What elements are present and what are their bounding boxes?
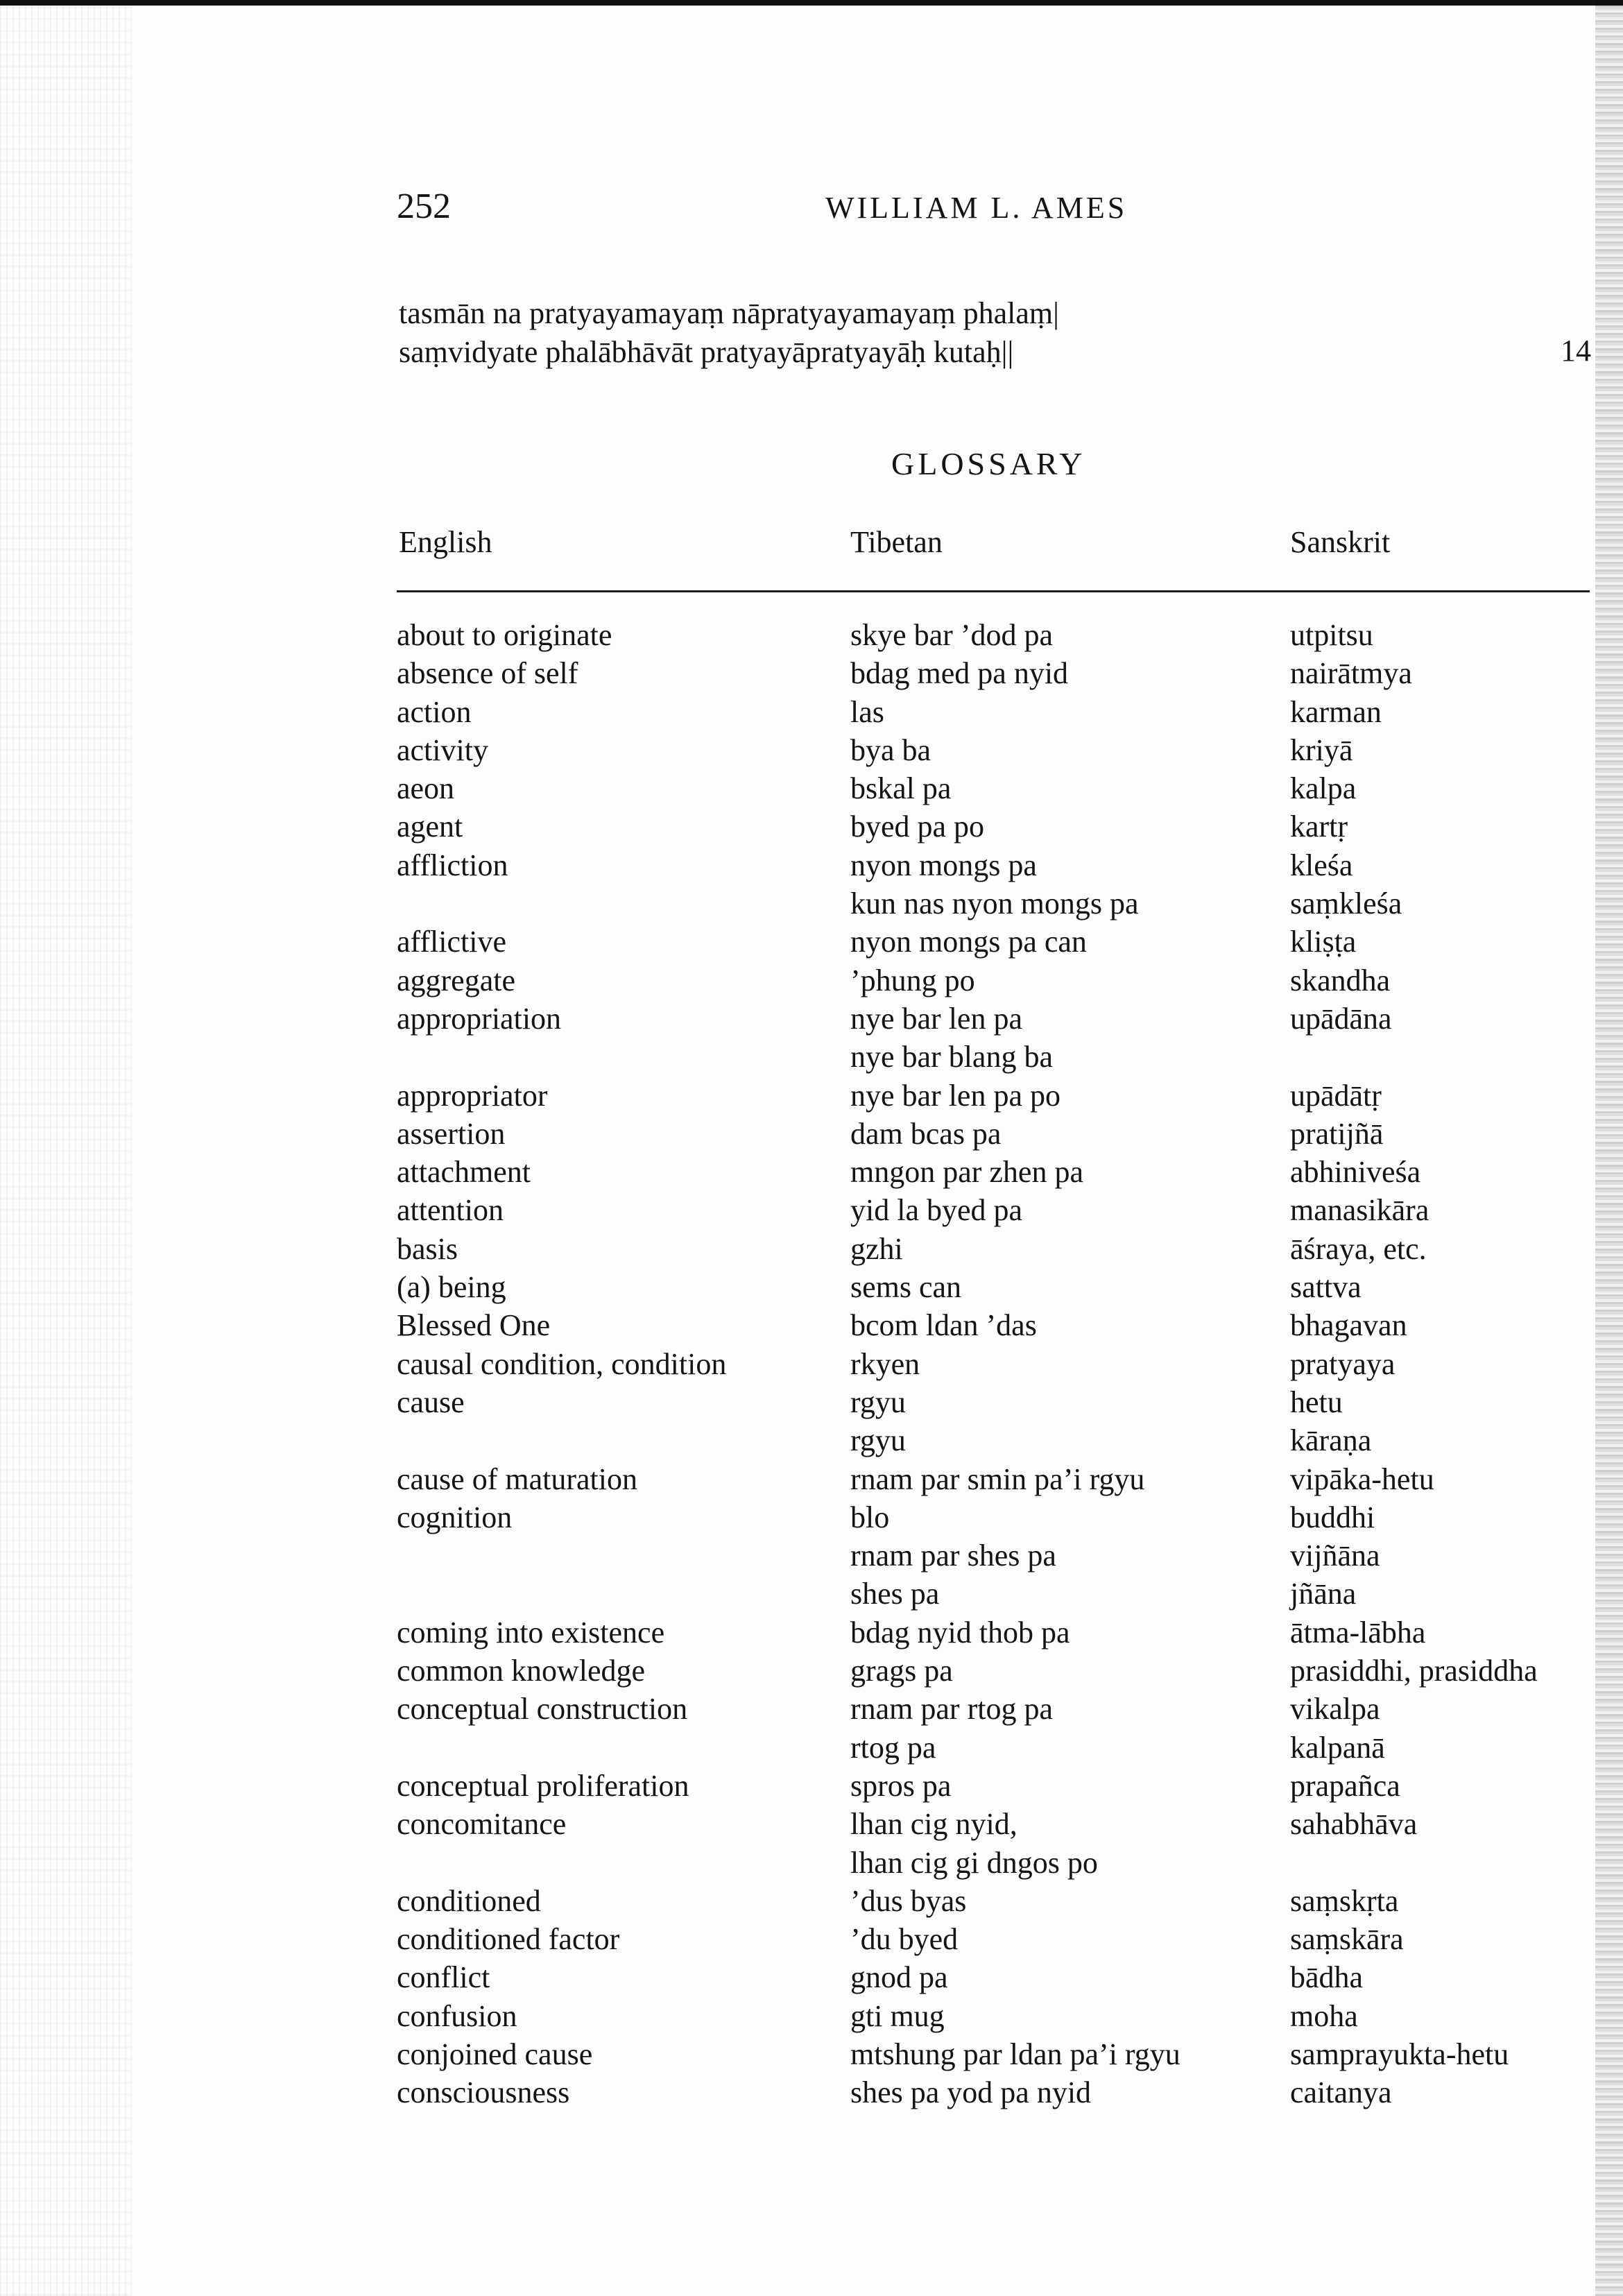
sanskrit-term: bhagavan [1290, 1308, 1407, 1343]
page-number: 252 [397, 187, 451, 226]
glossary-row [0, 1423, 1623, 1461]
english-term: aeon [397, 771, 455, 806]
column-header-sanskrit: Sanskrit [1290, 525, 1391, 559]
sanskrit-term: saṃkleśa [1290, 886, 1402, 921]
tibetan-term: lhan cig gi dngos po [850, 1845, 1098, 1880]
tibetan-term: rtog pa [850, 1730, 936, 1765]
english-term: attachment [397, 1155, 531, 1190]
glossary-row [0, 656, 1623, 694]
sanskrit-term: samprayukta-hetu [1290, 2037, 1509, 2071]
tibetan-term: bskal pa [850, 771, 952, 806]
glossary-row [0, 1001, 1623, 1039]
tibetan-term: nye bar blang ba [850, 1040, 1053, 1074]
glossary-row [0, 1845, 1623, 1883]
glossary-row [0, 1768, 1623, 1806]
english-term: action [397, 694, 472, 729]
glossary-row [0, 809, 1623, 847]
glossary-row [0, 1730, 1623, 1768]
tibetan-term: shes pa yod pa nyid [850, 2075, 1092, 2110]
tibetan-term: bya ba [850, 733, 931, 767]
english-term: cause [397, 1385, 465, 1419]
glossary-row [0, 924, 1623, 962]
tibetan-term: ’du byed [850, 1922, 959, 1957]
sanskrit-term: upādātṛ [1290, 1078, 1382, 1113]
sanskrit-term: manasikāra [1290, 1193, 1429, 1228]
glossary-row [0, 1462, 1623, 1500]
english-term: confusion [397, 1998, 517, 2033]
sanskrit-term: kalpanā [1290, 1730, 1385, 1765]
tibetan-term: skye bar ’dod pa [850, 618, 1054, 652]
tibetan-term: ’dus byas [850, 1883, 967, 1918]
tibetan-term: bdag med pa nyid [850, 656, 1069, 691]
tibetan-term: blo [850, 1500, 890, 1534]
tibetan-term: ’phung po [850, 963, 975, 997]
english-term: conceptual proliferation [397, 1768, 689, 1803]
english-term: about to originate [397, 618, 612, 652]
tibetan-term: nye bar len pa [850, 1001, 1022, 1036]
english-term: concomitance [397, 1807, 567, 1842]
tibetan-term: mtshung par ldan pa’i rgyu [850, 2037, 1180, 2071]
sanskrit-term: vipāka-hetu [1290, 1462, 1434, 1496]
sanskrit-term: saṃskṛta [1290, 1883, 1399, 1918]
english-term: conceptual construction [397, 1692, 688, 1727]
english-term: conditioned factor [397, 1922, 620, 1957]
tibetan-term: rgyu [850, 1385, 906, 1419]
tibetan-term: las [850, 694, 884, 729]
english-term: Blessed One [397, 1308, 551, 1343]
glossary-row [0, 771, 1623, 809]
english-term: afflictive [397, 925, 506, 959]
column-header-english: English [399, 525, 492, 559]
english-term: conditioned [397, 1883, 541, 1918]
glossary-row [0, 848, 1623, 886]
sanskrit-term: buddhi [1290, 1500, 1375, 1534]
english-term: (a) being [397, 1270, 506, 1305]
glossary-row [0, 733, 1623, 771]
glossary-row [0, 1039, 1623, 1077]
english-term: consciousness [397, 2075, 570, 2110]
tibetan-term: shes pa [850, 1577, 940, 1611]
sanskrit-term: karman [1290, 694, 1382, 729]
glossary-title: GLOSSARY [891, 446, 1086, 481]
sanskrit-term: nairātmya [1290, 656, 1412, 691]
tibetan-term: grags pa [850, 1654, 953, 1688]
glossary-row [0, 1883, 1623, 1921]
tibetan-term: sems can [850, 1270, 962, 1305]
glossary-row [0, 1691, 1623, 1729]
sanskrit-term: sattva [1290, 1270, 1362, 1305]
tibetan-term: gti mug [850, 1998, 945, 2033]
glossary-row [0, 1921, 1623, 1960]
glossary-row [0, 1806, 1623, 1844]
tibetan-term: rgyu [850, 1423, 906, 1458]
tibetan-term: nye bar len pa po [850, 1078, 1060, 1113]
english-term: assertion [397, 1116, 506, 1151]
sanskrit-term: kalpa [1290, 771, 1357, 806]
tibetan-term: kun nas nyon mongs pa [850, 886, 1139, 921]
glossary-row [0, 1500, 1623, 1538]
glossary-row [0, 1116, 1623, 1154]
sanskrit-term: jñāna [1290, 1577, 1357, 1611]
english-term: conjoined cause [397, 2037, 593, 2071]
tibetan-term: mngon par zhen pa [850, 1155, 1083, 1190]
tibetan-term: nyon mongs pa can [850, 925, 1087, 959]
sanskrit-term: hetu [1290, 1385, 1343, 1419]
tibetan-term: rnam par shes pa [850, 1539, 1056, 1573]
glossary-row [0, 1078, 1623, 1116]
tibetan-term: lhan cig nyid, [850, 1807, 1017, 1842]
verse-number: 14 [1561, 334, 1591, 368]
glossary-table [0, 617, 1623, 2114]
english-term: affliction [397, 848, 508, 882]
glossary-row [0, 694, 1623, 733]
sanskrit-term: kriyā [1290, 733, 1353, 767]
glossary-row [0, 1653, 1623, 1691]
glossary-row [0, 886, 1623, 924]
sanskrit-term: bādha [1290, 1960, 1364, 1995]
sanskrit-term: ātma-lābha [1290, 1615, 1426, 1650]
glossary-row [0, 1154, 1623, 1192]
tibetan-term: yid la byed pa [850, 1193, 1023, 1228]
tibetan-term: gnod pa [850, 1960, 948, 1995]
glossary-row [0, 1231, 1623, 1269]
glossary-row [0, 1385, 1623, 1423]
tibetan-term: rkyen [850, 1346, 920, 1381]
sanskrit-term: caitanya [1290, 2075, 1392, 2110]
sanskrit-term: abhiniveśa [1290, 1155, 1421, 1190]
glossary-row [0, 1192, 1623, 1231]
sanskrit-term: kāraṇa [1290, 1423, 1372, 1458]
english-term: activity [397, 733, 488, 767]
english-term: cognition [397, 1500, 513, 1534]
scan-top-edge [0, 0, 1623, 6]
glossary-row [0, 1269, 1623, 1308]
tibetan-term: byed pa po [850, 809, 985, 844]
glossary-row [0, 2075, 1623, 2113]
glossary-row [0, 1346, 1623, 1385]
tibetan-term: bcom ldan ’das [850, 1308, 1037, 1343]
tibetan-term: spros pa [850, 1768, 952, 1803]
verse-line-2: saṃvidyate phalābhāvāt pratyayāpratyayāḥ kutaḥ|| [399, 335, 1014, 369]
glossary-row [0, 1960, 1623, 1998]
glossary-row [0, 617, 1623, 656]
tibetan-term: dam bcas pa [850, 1116, 1002, 1151]
glossary-row [0, 1998, 1623, 2037]
english-term: coming into existence [397, 1615, 665, 1650]
sanskrit-term: kartṛ [1290, 809, 1348, 844]
glossary-row [0, 1538, 1623, 1576]
sanskrit-term: prapañca [1290, 1768, 1400, 1803]
english-term: appropriation [397, 1001, 562, 1036]
sanskrit-term: vijñāna [1290, 1539, 1380, 1573]
english-term: common knowledge [397, 1654, 646, 1688]
sanskrit-term: kleśa [1290, 848, 1353, 882]
sanskrit-term: saṃskāra [1290, 1922, 1404, 1957]
english-term: conflict [397, 1960, 490, 1995]
sanskrit-term: kliṣṭa [1290, 925, 1357, 959]
glossary-row [0, 1615, 1623, 1653]
sanskrit-term: pratijñā [1290, 1116, 1384, 1151]
glossary-row [0, 2037, 1623, 2075]
sanskrit-term: utpitsu [1290, 618, 1373, 652]
glossary-row [0, 1576, 1623, 1614]
header-rule [397, 590, 1590, 592]
english-term: aggregate [397, 963, 515, 997]
sanskrit-term: āśraya, etc. [1290, 1231, 1427, 1266]
tibetan-term: nyon mongs pa [850, 848, 1037, 882]
glossary-row [0, 963, 1623, 1001]
sanskrit-term: moha [1290, 1998, 1358, 2033]
tibetan-term: bdag nyid thob pa [850, 1615, 1070, 1650]
english-term: causal condition, condition [397, 1346, 727, 1381]
sanskrit-term: pratyaya [1290, 1346, 1396, 1381]
english-term: attention [397, 1193, 504, 1228]
sanskrit-term: upādāna [1290, 1001, 1392, 1036]
sanskrit-term: sahabhāva [1290, 1807, 1418, 1842]
tibetan-term: gzhi [850, 1231, 903, 1266]
running-head: WILLIAM L. AMES [825, 191, 1128, 225]
tibetan-term: rnam par rtog pa [850, 1692, 1053, 1727]
sanskrit-term: vikalpa [1290, 1692, 1380, 1727]
english-term: appropriator [397, 1078, 548, 1113]
english-term: absence of self [397, 656, 578, 691]
english-term: cause of maturation [397, 1462, 637, 1496]
glossary-row [0, 1308, 1623, 1346]
sanskrit-term: skandha [1290, 963, 1391, 997]
sanskrit-term: prasiddhi, prasiddha [1290, 1654, 1538, 1688]
tibetan-term: rnam par smin pa’i rgyu [850, 1462, 1145, 1496]
column-header-tibetan: Tibetan [850, 525, 943, 559]
english-term: agent [397, 809, 463, 844]
verse-line-1: tasmān na pratyayamayaṃ nāpratyayamayaṃ phalaṃ| [399, 296, 1059, 330]
english-term: basis [397, 1231, 458, 1266]
